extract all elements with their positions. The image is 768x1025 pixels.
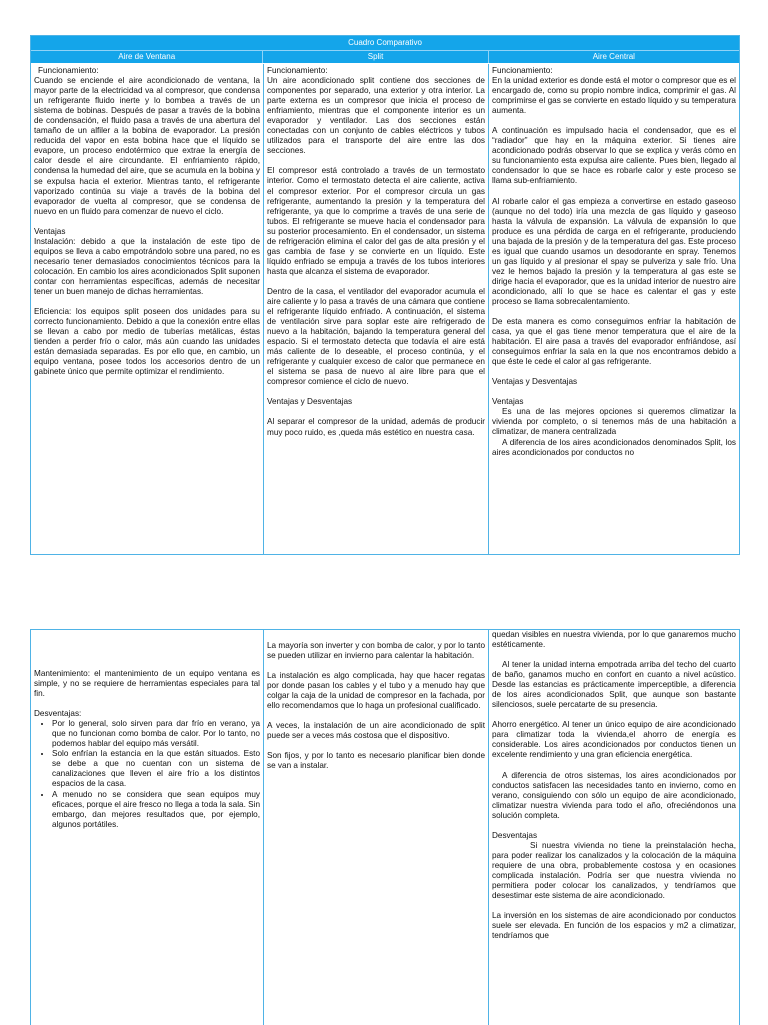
paragraph: A continuación es impulsado hacia el condensador, que es el “radiador” que hay en la máquina exterior. Si tienes aire acondicionado podrás observar lo que se explica y verás cómo en su funcionamiento esta expulsa aire caliente. Pues bien, llegado al condensador lo que se hace es robarle calor y este proceso se llama sub-enfriamiento.	[492, 126, 736, 186]
paragraph: Ahorro energético. Al tener un único equipo de aire acondicionado para climatizar toda la vivienda,el ahorro de energía es considerable. Los aires acondicionados por conductos tienen un excelente rendimiento y una gran eficiencia energética.	[492, 720, 736, 760]
section-heading: Desventajas:	[34, 709, 82, 719]
comparison-table-page-2	[30, 629, 740, 1025]
section-heading: Funcionamiento:	[267, 66, 328, 75]
table-title: Cuadro Comparativo	[31, 36, 739, 50]
header-aire-central: Aire Central	[488, 51, 739, 63]
section-heading: Ventajas	[492, 397, 524, 407]
paragraph: La instalación es algo complicada, hay que hacer regatas por donde pasan los cables y el tubo y a menudo hay que colgar la caja de la unidad de compresor en la fachada, por ello recomendamos que lo haga un profesional cualificado.	[267, 671, 485, 711]
paragraph: La inversión en los sistemas de aire acondicionado por conductos suele ser elevada. En función de los espacios y m2 a climatizar, tendríamos que	[492, 911, 736, 941]
paragraph: Cuando se enciende el aire acondicionado de ventana, la mayor parte de la electricidad va al compresor, que condensa un refrigerante fluido inerte y lo bombea a través de un sistema de bobinas. Después de pasar a través de la bobina de condensación, el fluido pasa a través de una abertura del tamaño de un alfiler a la bobina de evaporador. La presión reducida del vapor en esta bobina hace que el líquido se evapore, un proceso endotérmico que extrae la energía de calor desde el aire circundante. El enfriamiento rápido, condensa la humedad del aire, que se acumula en la bobina y se expulsa hacia el exterior. Mientras tanto, el refrigerante vaporizado continúa su viaje a través de la bobina del evaporador de vuelta al compresor, que se condensa de nuevo en un fluido para comenzar de nuevo el ciclo.	[34, 76, 260, 216]
cell-ventana-2	[31, 630, 263, 1025]
paragraph: Son fijos, y por lo tanto es necesario planificar bien donde se van a instalar.	[267, 751, 485, 771]
section-heading: Funcionamiento:	[492, 66, 553, 75]
list-item: • Solo enfrían la estancia en la que están situados. Esto se debe a que no cuentan con un sistema de canalizaciones que lleven el aire frío a los distintos espacios de la casa.	[52, 749, 260, 789]
section-heading: Funcionamiento:	[38, 66, 99, 75]
section-heading: Ventajas	[34, 226, 66, 236]
section-heading: Ventajas y Desventajas	[492, 377, 578, 387]
paragraph: En la unidad exterior es donde está el motor o compresor que es el encargado de, como su propio nombre indica, comprimir el gas. Al comprimirse el gas se convierte en estado líquido y su temperatura aumenta.	[492, 76, 736, 116]
desventajas-list	[34, 719, 260, 830]
section-heading: Ventajas y Desventajas	[267, 397, 353, 407]
paragraph: A veces, la instalación de un aire acondicionado de split puede ser a veces más costosa que el dispositivo.	[267, 721, 485, 741]
paragraph: quedan visibles en nuestra vivienda, por lo que ganaremos mucho estéticamente.	[492, 630, 736, 650]
paragraph: El compresor está controlado a través de un termostato interior. Como el termostato detecta el aire caliente, activa el compresor exterior. Por el compresor circula un gas refrigerante, aumentando la presión y la temperatura del refrigerante, ya que lo comprime a través de una serie de tubos. El refrigerante se mueve hacia el condensador para su posterior procesamiento. En el condensador, un sistema de refrigeración elimina el calor del gas de alta presión y el gas cambia de fase y se convierte en un líquido. Este líquido enfriado se empuja a través de los tubos interiores hasta que alcanza el sistema de evaporador.	[267, 166, 485, 276]
paragraph: Al robarle calor el gas empieza a convertirse en estado gaseoso (aunque no del todo) iría una mezcla de gas líquido y gaseoso hasta la válvula de expansión. La válvula de expansión lo que produce es una pérdida de carga en el refrigerante, produciendo una bajada de la presión y de la temperatura del gas. Este proceso es igual que cuando usamos un desodorante en spray. Tenemos un gas líquido y al presionar el spay se pulveriza y sale frío. Una vez le hemos bajado la presión y la temperatura al gas este se dirige hacia el evaporador, que es la unidad interior de nuestro aire acondicionado, allí lo que se hace es calentar el gas y este proceso se llama sobrecalentamiento.	[492, 196, 736, 306]
table-body-row-1	[31, 64, 739, 554]
table-header-row	[31, 50, 739, 63]
cell-ventana-1	[31, 64, 263, 554]
paragraph: De esta manera es como conseguimos enfriar la habitación de casa, ya que el gas tiene menor temperatura que el aire de la habitación. El aire pasa a través del evaporador enfriándose, así conseguimos enfriar la sala en la que nos encontramos debido a que éste le cede el calor al gas refrigerante.	[492, 317, 736, 367]
table-body-row-2	[31, 630, 739, 1025]
paragraph: Es una de las mejores opciones si queremos climatizar la vivienda por completo, o si tenemos más de una habitación a climatizar, de manera centralizada	[492, 407, 736, 437]
cell-central-1	[488, 64, 739, 554]
paragraph: Instalación: debido a que la instalación de este tipo de equipos se lleva a cabo empotrándolo sobre una pared, no es necesario tener demasiados conocimientos técnicos para la colocación. En cambio los aires acondicionados Split suponen contar con herramientas específicas, además de necesitar tener un buen manejo de dichas herramientas.	[34, 236, 260, 296]
paragraph: Al tener la unidad interna empotrada arriba del techo del cuarto de baño, ganamos mucho en confort en cuanto a nivel acústico. Desde las estancias es prácticamente imperceptible, a diferencia de los aires acondicionados Split, que aunque son bastante silenciosos, suele percatarte de su presencia.	[492, 660, 736, 710]
paragraph: Mantenimiento: el mantenimiento de un equipo ventana es simple, y no se requiere de herramientas especiales para tal fin.	[34, 669, 260, 699]
list-item: • Por lo general, solo sirven para dar frío en verano, ya que no funcionan como bomba de calor. Por lo tanto, no podemos hablar del equipo más versátil.	[52, 719, 260, 749]
paragraph: A diferencia de otros sistemas, los aires acondicionados por conductos satisfacen las necesidades tanto en invierno, como en verano, consiguiendo con sólo un equipo de aire acondicionado, climatizar nuestra vivienda para todo el año, ofreciéndonos una solución completa.	[492, 770, 736, 820]
comparison-table-page-1	[30, 35, 740, 555]
paragraph: Al separar el compresor de la unidad, además de producir muy poco ruido, es ,queda más estético en nuestra casa.	[267, 417, 485, 437]
paragraph: La mayoría son inverter y con bomba de calor, y por lo tanto se pueden utilizar en invierno para calentar la habitación.	[267, 641, 485, 661]
header-aire-de-ventana: Aire de Ventana	[118, 52, 176, 61]
paragraph: Si nuestra vivienda no tiene la preinstalación hecha, para poder realizar los canalizados y la colocación de la máquina requiere de una obra, probablemente costosa y en ocasiones complicada instalación. Podría ser que nuestra vivienda no permitiera poder colocar los canalizados, y tendríamos que desestimar este sistema de aire acondicionado.	[492, 840, 736, 901]
paragraph: Un aire acondicionado split contiene dos secciones de componentes por separado, una exterior y otra interior. La parte externa es un compresor que inicia el proceso de enfriamiento, mientras que el componente interior es un evaporador y ventilador. Las dos secciones están conectadas con un conjunto de cables eléctricos y tubos utilizados para el transporte del aire entre las dos secciones.	[267, 76, 485, 156]
paragraph: Eficiencia: los equipos split poseen dos unidades para su correcto funcionamiento. Debido a que la conexión entre ellas se llevan a cabo por medio de tuberías metálicas, éstas tienden a perder frío o calor, más aún cuando las unidades están demasiada separadas. Es por ello que, en cambio, un equipo ventana, posee todos los accesorios dentro de un gabinete único que permite optimizar el rendimiento.	[34, 307, 260, 377]
list-item: • A menudo no se considera que sean equipos muy eficaces, porque el aire fresco no llega a toda la sala. Sin embargo, dan mejores resultados que, por ejemplo, algunos portátiles.	[52, 790, 260, 830]
cell-central-2	[488, 630, 739, 1025]
header-split: Split	[262, 51, 487, 63]
paragraph: Dentro de la casa, el ventilador del evaporador acumula el aire caliente y lo pasa a través de una cámara que contiene el refrigerante líquido enfriado. A continuación, el sistema de ventilación sirve para soplar este aire refrigerado de nuevo a la habitación, bajando la temperatura general del espacio. Si el termostato detecta que todavía el aire está más caliente de lo deseable, el proceso continúa, y el refrigerante y cualquier exceso de calor que permanece en el sistema se pasa de nuevo al aire libre para que el compresor comience el ciclo de nuevo.	[267, 286, 485, 387]
cell-split-1	[263, 64, 488, 554]
cell-split-2	[263, 630, 488, 1025]
paragraph: A diferencia de los aires acondicionados denominados Split, los aires acondicionados por conductos no	[492, 437, 736, 457]
section-heading: Desventajas	[492, 830, 538, 840]
